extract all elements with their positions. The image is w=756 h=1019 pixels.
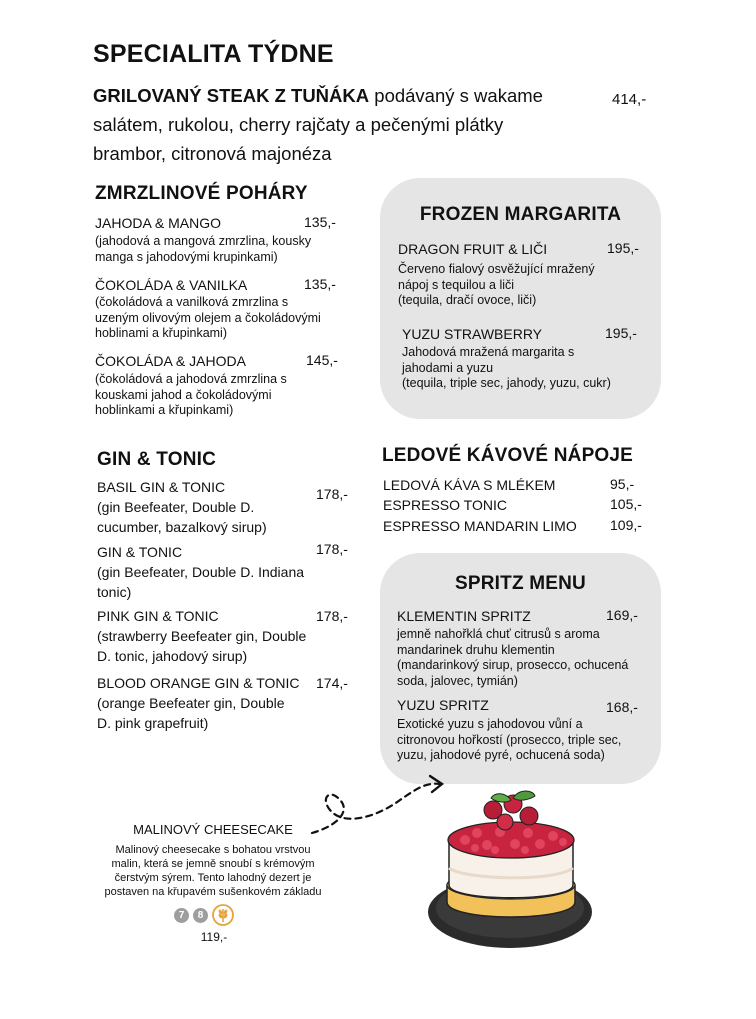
coffee-item-price: 95,- bbox=[610, 476, 635, 492]
desc-line: čerstvým sýrem. Tento lahodný dezert je bbox=[114, 872, 312, 884]
desc-line: (jahodová a mangová zmrzlina, kousky bbox=[95, 234, 312, 248]
sundae-item-price: 135,- bbox=[304, 214, 336, 230]
allergen-badges bbox=[174, 904, 234, 926]
special-desc-line-1: podávaný s wakame bbox=[374, 85, 543, 106]
frozen-item-name: YUZU STRAWBERRY bbox=[402, 326, 543, 342]
allergen-badge: 8 bbox=[193, 908, 208, 923]
allergen-badge: 7 bbox=[174, 908, 189, 923]
desc-line: jemně nahořklá chuť citrusů s aroma bbox=[397, 627, 600, 641]
coffee-item-name: ESPRESSO TONIC bbox=[383, 497, 507, 513]
gin-item-name: BASIL GIN & TONIC bbox=[97, 479, 226, 495]
desc-line: malin, která se jemně snoubí s krémovým bbox=[111, 858, 315, 870]
gin-item-price: 178,- bbox=[316, 608, 348, 624]
special-description bbox=[93, 81, 593, 168]
frozen-item-price: 195,- bbox=[605, 325, 637, 341]
desc-line: Exotické yuzu s jahodovou vůní a bbox=[397, 717, 583, 731]
desc-line: yuzu, jahodové pyré, ochucená soda) bbox=[397, 748, 605, 762]
spritz-item-desc bbox=[397, 627, 628, 689]
desc-line: (čokoládová a jahodová zmrzlina s bbox=[95, 372, 287, 386]
sundae-item-name: ČOKOLÁDA & JAHODA bbox=[95, 353, 246, 369]
spritz-item-name: KLEMENTIN SPRITZ bbox=[397, 608, 531, 624]
gin-item-desc bbox=[97, 497, 267, 537]
special-dish-name: GRILOVANÝ STEAK Z TUŇÁKA bbox=[93, 85, 370, 106]
cheesecake-name: MALINOVÝ CHEESECAKE bbox=[133, 822, 293, 837]
sundae-item-price: 135,- bbox=[304, 276, 336, 292]
gin-item-price: 178,- bbox=[316, 486, 348, 502]
desc-line: uzeným olivovým olejem a čokoládovými bbox=[95, 310, 321, 325]
special-desc-line-3: brambor, citronová majonéza bbox=[93, 143, 332, 164]
desc-line: hoblinkami a křupinkami) bbox=[95, 403, 234, 417]
spritz-title: SPRITZ MENU bbox=[455, 573, 586, 594]
sundae-item-name: ČOKOLÁDA & VANILKA bbox=[95, 277, 248, 293]
desc-line: manga s jahodovými krupinkami) bbox=[95, 249, 278, 264]
sundae-item-desc bbox=[95, 295, 321, 342]
spritz-item-price: 169,- bbox=[606, 607, 638, 623]
frozen-item-price: 195,- bbox=[607, 240, 639, 256]
gin-item-price: 174,- bbox=[316, 675, 348, 691]
coffee-item-price: 105,- bbox=[610, 496, 642, 512]
desc-line: kouskami jahod a čokoládovými bbox=[95, 387, 272, 402]
special-price: 414,- bbox=[612, 91, 647, 108]
gin-item-name: GIN & TONIC bbox=[97, 544, 183, 560]
desc-line: (orange Beefeater gin, Double bbox=[97, 695, 285, 711]
gin-item-price: 178,- bbox=[316, 541, 348, 557]
desc-line: (strawberry Beefeater gin, Double bbox=[97, 628, 307, 644]
desc-line: (tequila, triple sec, jahody, yuzu, cukr) bbox=[402, 376, 611, 390]
desc-line: citronovou hořkostí (prosecco, triple sec, bbox=[397, 732, 622, 747]
desc-line: mandarinek druhu klementin bbox=[397, 642, 555, 657]
sundaes-title: ZMRZLINOVÉ POHÁRY bbox=[95, 183, 308, 204]
desc-line: cucumber, bazalkový sirup) bbox=[97, 519, 267, 535]
gin-title: GIN & TONIC bbox=[97, 449, 217, 470]
frozen-item-desc bbox=[398, 262, 595, 309]
coffee-item-name: ESPRESSO MANDARIN LIMO bbox=[383, 518, 577, 534]
desc-line: (čokoládová a vanilková zmrzlina s bbox=[95, 295, 289, 309]
gin-item-desc bbox=[97, 626, 306, 666]
desc-line: D. tonic, jahodový sirup) bbox=[97, 648, 248, 664]
coffee-item-name: LEDOVÁ KÁVA S MLÉKEM bbox=[383, 477, 556, 493]
frozen-title: FROZEN MARGARITA bbox=[419, 204, 622, 225]
desc-line: (mandarinkový sirup, prosecco, ochucená bbox=[397, 658, 629, 672]
spritz-item-desc bbox=[397, 717, 621, 764]
desc-line: soda, jalovec, tymián) bbox=[397, 673, 518, 688]
cheesecake-illustration bbox=[425, 790, 595, 955]
cheesecake-desc bbox=[88, 843, 338, 899]
sundae-item-desc bbox=[95, 234, 311, 265]
desc-line: (tequila, dračí ovoce, liči) bbox=[398, 293, 537, 307]
desc-line: Jahodová mražená margarita s bbox=[402, 345, 575, 359]
gin-item-desc bbox=[97, 693, 285, 733]
desc-line: Malinový cheesecake s bohatou vrstvou bbox=[115, 844, 311, 856]
desc-line: postaven na křupavém sušenkovém základu bbox=[104, 886, 322, 898]
sundae-item-name: JAHODA & MANGO bbox=[95, 215, 222, 231]
frozen-item-desc bbox=[402, 345, 611, 392]
sundae-item-desc bbox=[95, 372, 287, 419]
sundae-item-price: 145,- bbox=[306, 352, 338, 368]
desc-line: Červeno fialový osvěžující mražený bbox=[398, 262, 595, 276]
cheesecake-price: 119,- bbox=[200, 930, 228, 944]
desc-line: nápoj s tequilou a liči bbox=[398, 277, 515, 292]
special-title: SPECIALITA TÝDNE bbox=[93, 40, 334, 68]
desc-line: tonic) bbox=[97, 584, 132, 600]
gin-item-name: BLOOD ORANGE GIN & TONIC bbox=[97, 675, 300, 691]
desc-line: jahodami a yuzu bbox=[402, 360, 494, 375]
gin-item-name: PINK GIN & TONIC bbox=[97, 608, 219, 624]
frozen-item-name: DRAGON FRUIT & LIČI bbox=[398, 241, 548, 257]
desc-line: (gin Beefeater, Double D. bbox=[97, 499, 255, 515]
wheat-icon bbox=[212, 904, 234, 926]
desc-line: (gin Beefeater, Double D. Indiana bbox=[97, 564, 305, 580]
coffee-title: LEDOVÉ KÁVOVÉ NÁPOJE bbox=[382, 445, 634, 466]
desc-line: D. pink grapefruit) bbox=[97, 715, 209, 731]
desc-line: hoblinami a křupinkami) bbox=[95, 326, 228, 340]
gin-item-desc bbox=[97, 562, 304, 602]
special-desc-line-2: salátem, rukolou, cherry rajčaty a pečenými plátky bbox=[93, 114, 504, 135]
spritz-item-price: 168,- bbox=[606, 699, 638, 715]
spritz-item-name: YUZU SPRITZ bbox=[397, 697, 489, 713]
coffee-item-price: 109,- bbox=[610, 517, 642, 533]
